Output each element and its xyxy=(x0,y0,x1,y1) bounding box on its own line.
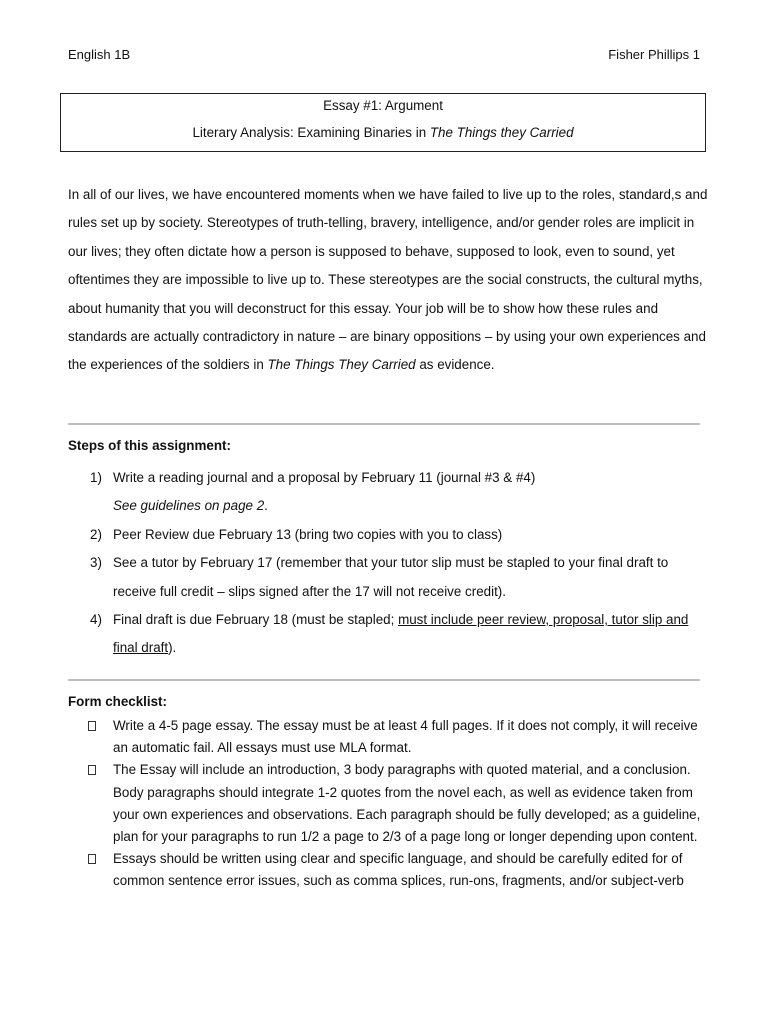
course-label: English 1B xyxy=(68,47,131,62)
checklist-text: Essays should be written using clear and specific language, and should be carefully edited for of common sentence error issues, such as comma splices, run-ons, fragments, and/or subject-verb xyxy=(113,851,684,889)
form-checklist xyxy=(68,715,708,893)
step-underlined-text: must include peer review, proposal, tutor slip and final draft xyxy=(113,612,689,656)
steps-heading: Steps of this assignment: xyxy=(68,438,231,453)
step-item xyxy=(68,549,708,606)
checklist-text: The Essay will include an introduction, 3 body paragraphs with quoted material, and a conclusion. Body paragraphs should integrate 1-2 quotes from the novel each, as well as evidence taken from your own experiences and observations. Each paragraph should be fully developed; as a guideline, plan for your paragraphs to run 1/2 a page to 2/3 of a page long or longer depending upon content. xyxy=(113,762,701,845)
checklist-item xyxy=(68,848,708,892)
step-number: 1) xyxy=(90,470,102,485)
step-text: See a tutor by February 17 (remember that your tutor slip must be stapled to your final draft to receive full credit – slips signed after the 17 will not receive credit). xyxy=(113,555,669,599)
step-note-end: . xyxy=(264,498,268,514)
author-page-label: Fisher Phillips 1 xyxy=(608,47,700,62)
checklist-item xyxy=(68,759,708,848)
checkbox-icon xyxy=(88,765,96,775)
checkbox-icon xyxy=(88,854,96,864)
intro-paragraph xyxy=(68,181,708,380)
step-number: 4) xyxy=(90,612,102,628)
checklist-heading: Form checklist: xyxy=(68,694,167,709)
book-title: The Things they Carried xyxy=(429,125,574,140)
step-note: See guidelines on page 2 xyxy=(113,498,265,514)
checklist-item xyxy=(68,715,708,759)
step-text: Peer Review due February 13 (bring two copies with you to class) xyxy=(113,526,503,542)
step-text: Write a reading journal and a proposal by February 11 (journal #3 & #4) xyxy=(113,470,536,485)
intro-book-title: The Things They Carried xyxy=(267,357,416,373)
checklist-text: Write a 4-5 page essay. The essay must be at least 4 full pages. If it does not comply, it will receive an automatic fail. All essays must use MLA format. xyxy=(113,718,698,756)
checkbox-icon xyxy=(88,721,96,731)
step-item xyxy=(68,606,708,663)
essay-subtitle xyxy=(61,125,705,140)
divider xyxy=(68,679,700,681)
step-item xyxy=(68,521,708,549)
subtitle-prefix: Literary Analysis: Examining Binaries in xyxy=(192,125,430,140)
step-item xyxy=(68,464,708,521)
step-text-end: ). xyxy=(168,640,177,656)
step-number: 3) xyxy=(90,555,102,571)
intro-text-1: In all of our lives, we have encountered moments when we have failed to live up to the roles, standard,s and rules set up by society. Stereotypes of truth-telling, bravery, intelligence, and/or gender roles are implicit in our lives; they often dictate how a person is supposed to behave, supposed to look, even to sound, yet oftentimes they are impossible to live up to. These stereotypes are the social constructs, the cultural myths, about humanity that you will deconstruct for this essay. Your job will be to show how these rules and standards are actually contradictory in nature – are binary oppositions – by using your own experiences and the experiences of the soldiers in xyxy=(68,187,708,373)
divider xyxy=(68,423,700,425)
step-number: 2) xyxy=(90,526,102,542)
title-box xyxy=(60,93,706,152)
steps-list xyxy=(68,464,708,663)
essay-title: Essay #1: Argument xyxy=(323,98,443,113)
step-text: Final draft is due February 18 (must be stapled; xyxy=(113,612,399,628)
intro-text-2: as evidence. xyxy=(415,357,495,373)
